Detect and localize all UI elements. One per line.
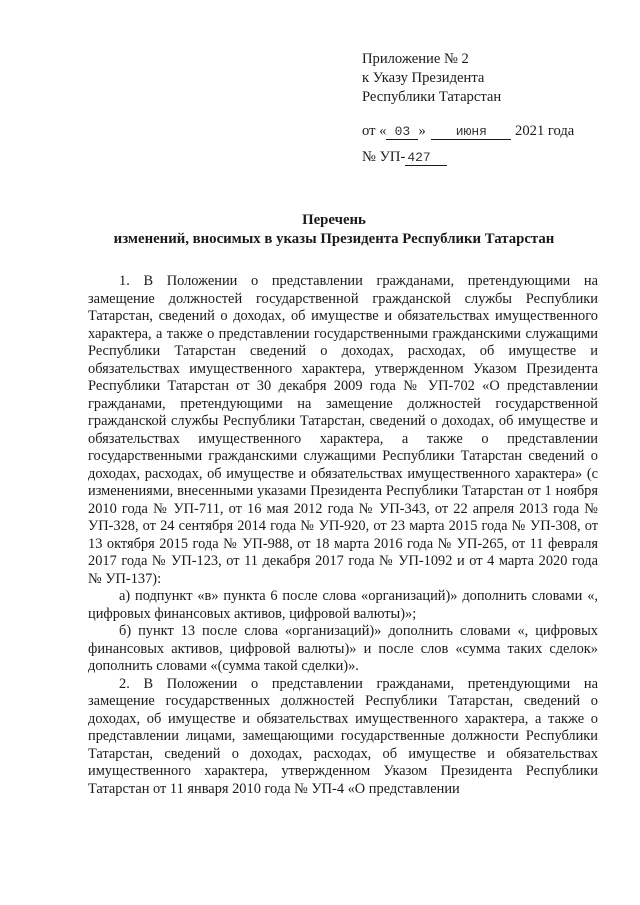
date-month-handwritten: июня: [431, 124, 511, 140]
paragraph-2: а) подпункт «в» пункта 6 после слова «организаций)» дополнить словами «, цифровых финансовых активов, цифровой валюты)»;: [88, 588, 598, 622]
appendix-date: [362, 122, 612, 141]
appendix-number: Приложение № 2: [362, 51, 469, 67]
appendix-header: [362, 50, 612, 167]
document-body: [88, 273, 598, 798]
title-line-1: Перечень: [302, 212, 366, 228]
decree-number-handwritten: 427: [405, 150, 447, 166]
num-prefix: № УП-: [362, 149, 406, 165]
paragraph-4: 2. В Положении о представлении гражданами, претендующими на замещение государственных должностей Республики Татарстан, сведений о доходах, об имуществе и обязательствах имущественного характера, а также о представлении лицами, замещающими государственные должности Республики Татарстан, сведений о доходах, расходах, об имуществе и обязательствах имущественного характера, утвержденном Указом Президента Республики Татарстан от 11 января 2010 года № УП-4 «О представлении: [88, 675, 598, 797]
paragraph-3: б) пункт 13 после слова «организаций)» дополнить словами «, цифровых финансовых активов, цифровой валюты)» и после слов «сумма таких сделок» дополнить словами «(сумма такой сделки)».: [88, 623, 598, 674]
date-mid: »: [418, 123, 426, 139]
date-day-handwritten: 03: [386, 124, 418, 140]
date-suffix: 2021 года: [515, 123, 575, 139]
appendix-republic: Республики Татарстан: [362, 89, 502, 105]
title-line-2: изменений, вносимых в указы Президента Республики Татарстан: [113, 231, 555, 247]
appendix-gap-2: [362, 141, 612, 148]
appendix-gap: [362, 107, 612, 122]
paragraph-1: 1. В Положении о представлении гражданами, претендующими на замещение должностей государственной гражданской службы Республики Татарстан, сведений о доходах, об имуществе и обязательствах имущественного характера, а также о представлении государственными гражданскими служащими Республики Татарстан сведений о доходах, расходах, об имуществе и обязательствах имущественного характера, утвержденном Указом Президента Республики Татарстан от 30 декабря 2009 года № УП-702 «О представлении гражданами, претендующими на замещение должностей государственной гражданской службы Республики Татарстан, сведений о доходах, об имуществе и обязательствах имущественного характера, а также о представлении государственными гражданскими служащими Республики Татарстан сведений о доходах, расходах, об имуществе и обязательствах имущественного характера» (с изменениями, внесенными указами Президента Республики Татарстан от 1 ноября 2010 года № УП-711, от 16 мая 2012 года № УП-343, от 22 апреля 2013 года № УП-328, от 24 сентября 2014 года № УП-920, от 23 марта 2015 года № УП-308, от 13 октября 2015 года № УП-988, от 18 марта 2016 года № УП-265, от 11 февраля 2017 года № УП-123, от 11 декабря 2017 года № УП-1092 и от 4 марта 2020 года № УП-137):: [88, 273, 598, 587]
document-title: [60, 211, 608, 249]
date-prefix: от «: [362, 123, 387, 139]
appendix-decree-number: [362, 148, 612, 167]
appendix-decree-ref: к Указу Президента: [362, 70, 485, 86]
